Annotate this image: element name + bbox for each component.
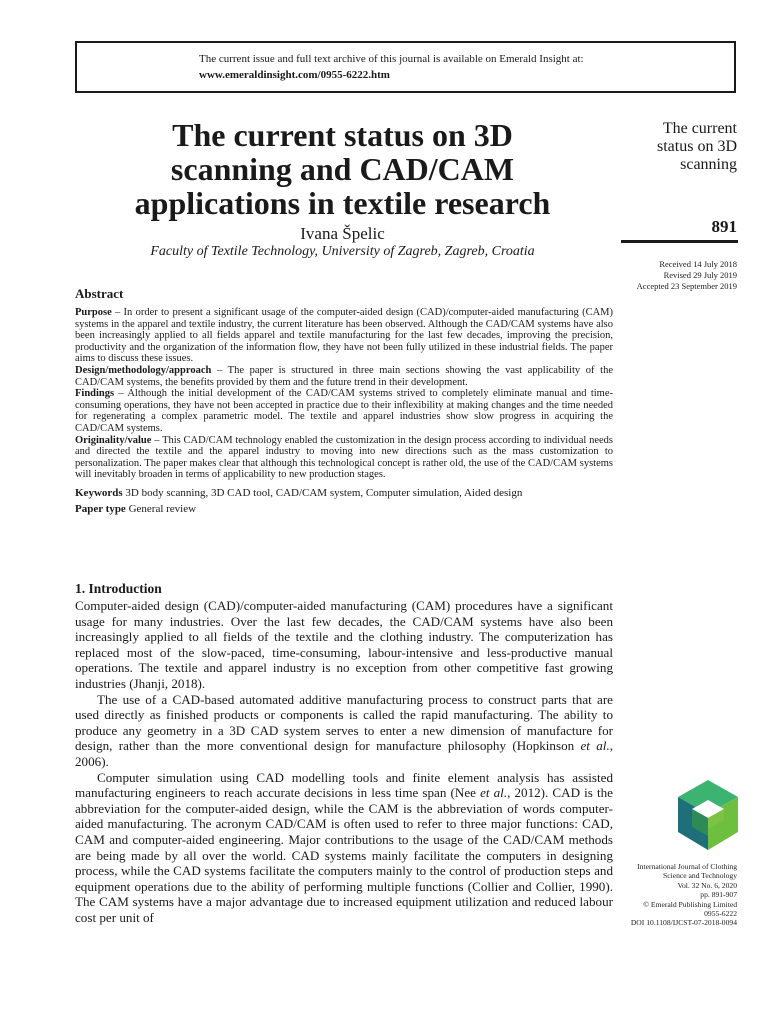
- p2-text-b: , 2006).: [75, 738, 613, 769]
- findings-text: – Although the initial development of the CAD/CAM systems strived to completely eliminate manual and time-consuming operations, they have not been accepted in practice due to their inflexibility at making changes and the time needed for regenerating a complex parametric model. The textile and apparel industries show slow progress in acquiring the CAD/CAM systems.: [75, 388, 613, 434]
- article-dates: [615, 259, 737, 292]
- emerald-publishing-logo-icon: [676, 780, 740, 850]
- page-number-rule: [621, 240, 738, 243]
- p2-text-a: The use of a CAD-based automated additive manufacturing process to construct parts that are used directly as finished products or components is called the rapid manufacturing. The ability to produce any geometry in a 3D CAD system serves to enter a new dimension of manufacture for design, rather than the more conventional design for manufacture philosophy (Hopkinson: [75, 691, 613, 754]
- paper-type-text: General review: [125, 502, 197, 515]
- running-head-line-3: scanning: [680, 156, 737, 173]
- originality-label: Originality/value: [75, 434, 152, 446]
- title-line-3: applications in textile research: [134, 185, 551, 221]
- article-title: [75, 118, 610, 220]
- p3-text-b: , 2012). CAD is the abbreviation for the computer-aided design, while the CAM is the abbreviation of words computer-aided manufacturing. The acronym CAD/CAM is often used to refer to three major functions: CAD, CAM and computer-aided engineering. Major contributions to the usage of the CAD/CAM methods are being made by all over the world. CAD systems mainly facilitate the computers in designing process, while the CAD systems facilitate the computers mainly to the control of production steps and equipment operations due to the ability of performing multiple functions (Collier and Collier, 1990). The CAM systems have a major advantage due to increased equipment utilization and reduced labour cost per unit of: [75, 785, 613, 925]
- journal-doi[interactable]: DOI 10.1108/IJCST-07-2018-0094: [630, 918, 737, 928]
- intro-paragraph-2: [75, 692, 613, 770]
- paper-type: [75, 502, 613, 517]
- author-affiliation: Faculty of Textile Technology, University of Zagreb, Zagreb, Croatia: [150, 244, 535, 259]
- title-line-1: The current status on 3D: [172, 117, 513, 153]
- keywords-label: Keywords: [75, 486, 123, 499]
- design-text: – The paper is structured in three main sections showing the vast applicability of the CAD/CAM systems, the benefits provided by them and the future trend in their development.: [75, 364, 613, 388]
- p2-et-al: et al.: [580, 738, 610, 754]
- originality-text: – This CAD/CAM technology enabled the customization in the design process according to individual needs and directed the textile and the apparel industry to moving into new directions such as the mass customization to personalization. The paper makes clear that although this technological concept is rather old, the use of the CAD/CAM systems will inevitably broaden in terms of applicability to new production stages.: [75, 434, 613, 481]
- purpose-label: Purpose: [75, 307, 112, 318]
- journal-info: [615, 862, 737, 928]
- running-head-line-1: The current: [662, 120, 737, 137]
- introduction-body: [75, 598, 613, 925]
- page-number: 891: [711, 217, 737, 236]
- journal-issn: 0955-6222: [704, 909, 737, 919]
- p3-et-al: et al.: [480, 785, 508, 801]
- purpose-text: – In order to present a significant usage of the computer-aided design (CAD)/computer-aided manufacturing (CAM) systems in the apparel and textile industry, the current literature has been observed. Although the CAD/CAM systems have also been increasingly applied to all fields apparel and textile manufacturing for the last few decades, improving the precision, productivity and the organization of the information flow, they have not been fully utilized in these industrial fields. The paper aims to discuss these issues.: [75, 307, 613, 365]
- journal-name-2: Science and Technology: [663, 871, 737, 881]
- author-name: Ivana Špelic: [300, 224, 385, 243]
- journal-pages: pp. 891-907: [700, 890, 737, 900]
- journal-volume: Vol. 32 No. 6, 2020: [677, 880, 737, 890]
- intro-paragraph-3: [75, 770, 613, 926]
- introduction-heading: 1. Introduction: [75, 581, 162, 596]
- running-head: [610, 120, 737, 174]
- journal-availability-notice: [75, 41, 736, 93]
- notice-text: The current issue and full text archive of this journal is available on Emerald Insight at:: [199, 53, 584, 65]
- abstract-findings: [75, 388, 613, 434]
- p3-text-a: Computer simulation using CAD modelling tools and finite element analysis has assisted manufacturing engineers to reach accurate decisions in less time span (Nee: [75, 769, 613, 801]
- paper-type-label: Paper type: [75, 502, 126, 515]
- journal-copyright: © Emerald Publishing Limited: [643, 899, 737, 909]
- received-date: Received 14 July 2018: [659, 259, 737, 269]
- abstract-heading: Abstract: [75, 286, 124, 301]
- revised-date: Revised 29 July 2019: [663, 270, 737, 280]
- title-line-2: scanning and CAD/CAM: [170, 151, 515, 187]
- running-head-line-2: status on 3D: [657, 138, 737, 155]
- journal-url-link[interactable]: www.emeraldinsight.com/0955-6222.htm: [199, 69, 390, 81]
- accepted-date: Accepted 23 September 2019: [636, 281, 737, 291]
- findings-label: Findings: [75, 388, 115, 400]
- abstract-section: [75, 286, 613, 517]
- abstract-purpose: [75, 307, 613, 365]
- keywords: [75, 486, 613, 501]
- keywords-text: 3D body scanning, 3D CAD tool, CAD/CAM system, Computer simulation, Aided design: [122, 486, 523, 499]
- abstract-design: [75, 365, 613, 388]
- design-label: Design/methodology/approach: [75, 364, 212, 376]
- journal-name-1: International Journal of Clothing: [637, 862, 737, 871]
- intro-paragraph-1: Computer-aided design (CAD)/computer-aided manufacturing (CAM) procedures have a significant usage for many industries. Over the last few decades, the CAD/CAM systems have also been increasingly applied to all fields of the textile and the clothing industry. The computerization has replaced most of the slow-paced, time-consuming, labour-intensive and less-productive manual operations. The textile and apparel industry is no exception from other competitive fast growing industries (Jhanji, 2018).: [75, 598, 613, 691]
- abstract-originality: [75, 435, 613, 481]
